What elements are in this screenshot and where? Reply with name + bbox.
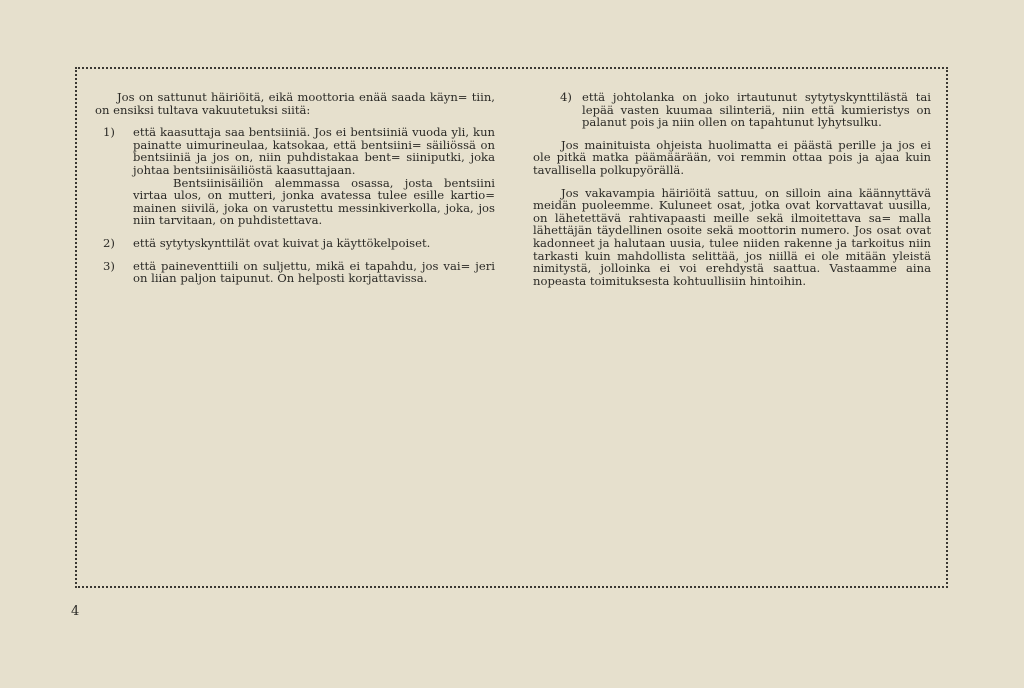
list-item-number: 2) [103,235,115,250]
list-item-text: että kaasuttaja saa bentsiiniä. Jos ei bentsiiniä vuoda yli, kun painatte uimurineulaa, katsokaa, että bentsiini= säiliössä on bentsiiniä ja jos on, niin puhdistakaa bent= siiniputki, joka johtaa bentsiinisäiliöstä kaasuttajaan. [133,125,495,177]
list-item-continuation: Bentsiinisäiliön alemmassa osassa, josta bentsiini virtaa ulos, on mutteri, jonka avatessa tulee esille kartio= mainen siivilä, joka on varustettu messinkiverkolla, joka, jos niin tarvitaan, on puhdistettava. [133,175,495,228]
right-column [533,91,931,297]
list-item-text: että johtolanka on joko irtautunut sytytyskynttilästä tai lepää vasten kuumaa silinteriä, niin että kumieristys on palanut pois ja niin ollen on tapahtunut lyhytsulku. [582,90,931,130]
list-item-number: 4) [560,90,572,104]
list-item-4 [533,91,931,129]
list-item-1 [95,126,495,227]
list-item-2 [95,237,495,250]
list-item-number: 1) [103,125,115,140]
list-item-text: että paineventtiili on suljettu, mikä ei tapahdu, jos vai= jeri on liian paljon taipunut. On helposti korjattavissa. [133,258,495,286]
instructions-paragraph: Jos mainituista ohjeista huolimatta ei päästä perille ja jos ei ole pitkä matka päämäärään, voi remmin ottaa pois ja ajaa kuin tavallisella polkupyörällä. [533,137,931,177]
page-number: 4 [71,604,80,619]
intro-paragraph: Jos on sattunut häiriöitä, eikä moottoria enää saada käyn= tiin, on ensiksi tultava vakuutetuksi siitä: [95,90,495,117]
list-item-body [133,126,495,227]
list-item-number: 3) [103,258,115,273]
list-item-text: että sytytyskynttilät ovat kuivat ja käyttökelpoiset. [133,235,431,250]
left-column [95,91,495,295]
list-item-3 [95,260,495,285]
service-paragraph: Jos vakavampia häiriöitä sattuu, on silloin aina käännyttävä meidän puoleemme. Kuluneet osat, jotka ovat korvattavat uusilla, on lähetettävä rahtivapaasti meille sekä ilmoitettava sa= malla lähettäjän täydellinen osoite sekä moottorin numero. Jos osat ovat kadonneet ja halutaan uusia, tulee niiden rakenne ja tarkoitus niin tarkasti kuin mahdollista selittää, jos niillä ei ole mitään yleistä nimitystä, jolloinka ei voi erehdystä saattua. Vastaamme aina nopeasta toimituksesta kohtuullisiin hintoihin. [533,185,931,288]
